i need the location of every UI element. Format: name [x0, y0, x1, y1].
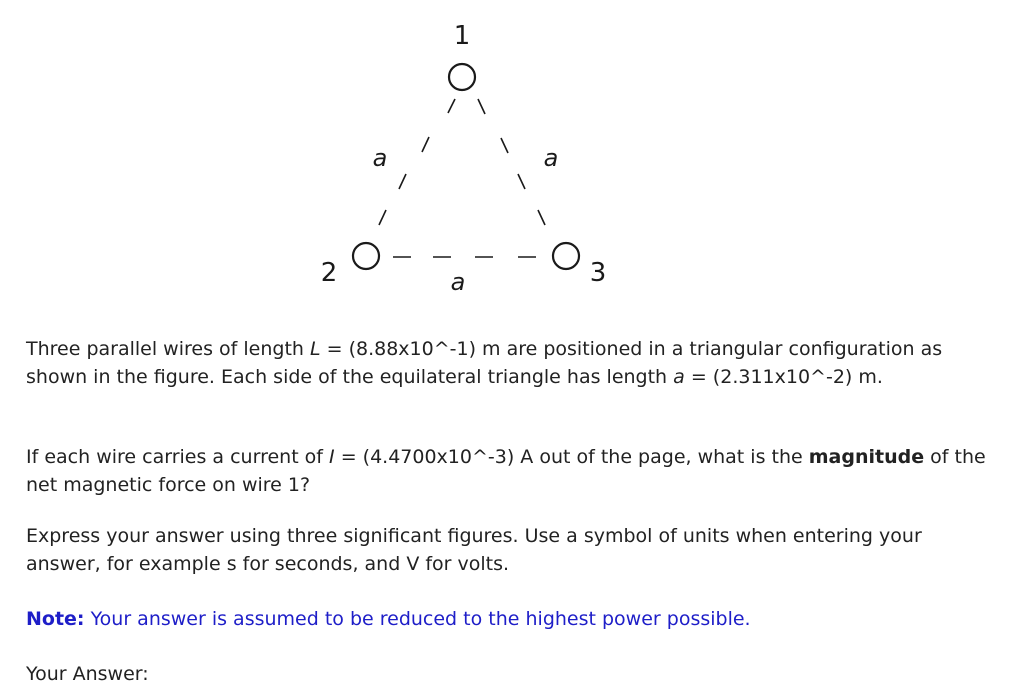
statement-text: Three parallel wires of length	[26, 338, 310, 360]
length-variable: L	[309, 338, 321, 360]
side-label-bottom: a	[450, 268, 466, 296]
wire-2-circle	[353, 243, 379, 269]
side-variable: a	[673, 366, 685, 388]
wire-3-circle	[553, 243, 579, 269]
right-side-dashes	[478, 99, 545, 225]
wire-3-label: 3	[589, 258, 607, 288]
statement-text: = (2.311x10^-2) m.	[684, 366, 883, 388]
current-variable: I	[329, 446, 335, 468]
problem-statement	[26, 335, 986, 391]
note-label: Note:	[26, 608, 85, 630]
left-side-dashes	[379, 99, 455, 225]
triangle-figure	[0, 0, 1024, 320]
side-label-left: a	[372, 144, 388, 172]
question-part: = (4.4700x10^-3) A out of the page, what is the	[334, 446, 809, 468]
question-part: If each wire carries a current of	[26, 446, 330, 468]
note-body: Your answer is assumed to be reduced to the highest power possible.	[84, 608, 751, 630]
answer-label: Your Answer:	[26, 663, 149, 685]
statement-text: = (8.88x10^-1) m are positioned in a triangular configuration as shown in the figure. Each side of the equilateral triangle has length	[26, 338, 943, 388]
wire-1-circle	[449, 64, 475, 90]
instructions-text: Express your answer using three significant figures. Use a symbol of units when entering your answer, for example s for seconds, and V for volts.	[26, 525, 922, 575]
side-label-right: a	[543, 144, 559, 172]
question-part: of the net magnetic force on wire 1?	[26, 446, 986, 496]
wire-2-label: 2	[320, 258, 338, 288]
note-text	[26, 605, 986, 633]
question-text	[26, 443, 986, 499]
wire-1-label: 1	[453, 21, 471, 51]
magnitude-emphasis: magnitude	[808, 446, 925, 468]
